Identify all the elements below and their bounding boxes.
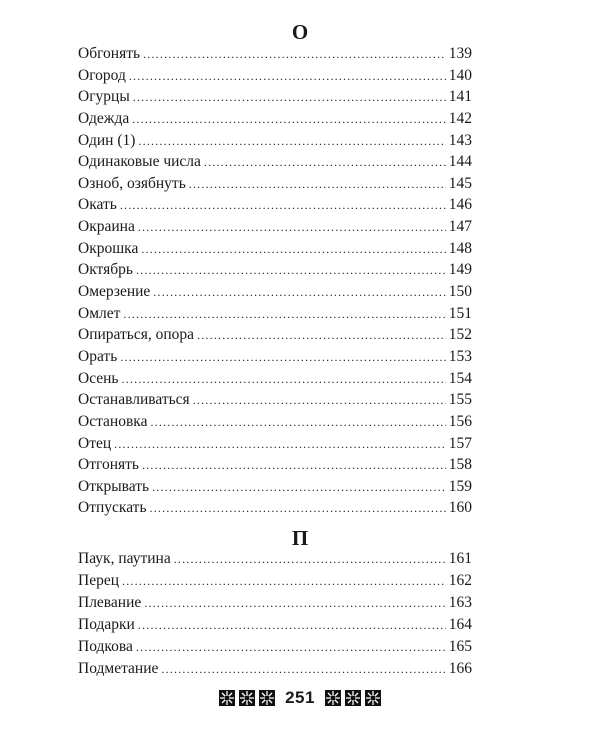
- toc-entry-label: Октябрь: [78, 261, 133, 279]
- toc-entry: [78, 411, 472, 433]
- toc-entry-page: 159: [448, 477, 472, 495]
- dot-leader: [138, 217, 446, 239]
- toc-entry: [78, 476, 472, 498]
- toc-entry-page: 160: [448, 499, 472, 517]
- dot-leader: [132, 109, 446, 131]
- footer-ornament-left: [219, 690, 275, 706]
- toc-entry: [78, 324, 472, 346]
- dot-leader: [138, 614, 446, 636]
- toc-entry-label: Обгонять: [78, 45, 141, 62]
- toc-entry: [78, 108, 472, 130]
- toc-entry-page: 153: [448, 347, 472, 365]
- dot-leader: [123, 304, 445, 326]
- toc-entry-page: 151: [448, 304, 472, 322]
- toc-entry-page: 143: [448, 131, 472, 149]
- dot-leader: [150, 498, 446, 520]
- toc-entry-page: 161: [448, 550, 472, 567]
- toc-entry-page: 144: [448, 153, 472, 171]
- toc-entry: [78, 636, 472, 658]
- toc-entry: [78, 130, 472, 152]
- toc-entry: [78, 216, 472, 238]
- snowflake-ornament-icon: [259, 690, 275, 706]
- dot-leader: [150, 412, 445, 434]
- toc-entry-page: 162: [448, 572, 472, 589]
- dot-leader: [204, 152, 446, 174]
- dot-leader: [141, 239, 445, 261]
- toc-entry-label: Останавливаться: [78, 391, 190, 409]
- toc-entry-label: Отец: [78, 434, 112, 452]
- toc-entry-page: 155: [448, 391, 472, 409]
- snowflake-ornament-icon: [365, 690, 381, 706]
- toc-entry-label: Подарки: [78, 616, 135, 633]
- toc-entry: [78, 65, 472, 87]
- toc-entry: [78, 614, 472, 636]
- toc-entry-label: Орать: [78, 347, 118, 365]
- toc-entry-label: Подкова: [78, 638, 133, 655]
- dot-leader: [189, 174, 446, 196]
- snowflake-ornament-icon: [345, 690, 361, 706]
- dot-leader: [136, 260, 446, 282]
- page-footer: [0, 688, 600, 708]
- dot-leader: [114, 434, 446, 456]
- toc-entry-label: Окраина: [78, 218, 135, 236]
- toc-entry: [78, 281, 472, 303]
- toc-entry-page: 140: [448, 66, 472, 84]
- toc-entry-label: Остановка: [78, 412, 148, 430]
- dot-leader: [152, 477, 446, 499]
- toc-entry: [78, 86, 472, 108]
- dot-leader: [136, 636, 446, 658]
- section-heading-p: П: [291, 526, 309, 550]
- dot-leader: [133, 87, 446, 109]
- toc-entry-page: 157: [448, 434, 472, 452]
- toc-entry-page: 150: [448, 283, 472, 301]
- toc-entry: [78, 151, 472, 173]
- toc-entry-page: 158: [448, 456, 472, 474]
- toc-entry-label: Огурцы: [78, 88, 130, 106]
- toc-entry-label: Плевание: [78, 594, 142, 611]
- toc-entry: [78, 570, 472, 592]
- toc-entry-label: Одежда: [78, 109, 130, 127]
- toc-entry: [78, 259, 472, 281]
- toc-entry: [78, 194, 472, 216]
- toc-entry: [78, 658, 472, 680]
- dot-leader: [174, 548, 446, 570]
- toc-entry-page: 163: [448, 594, 472, 611]
- toc-entry-page: 148: [448, 239, 472, 257]
- dot-leader: [193, 390, 446, 412]
- toc-entry: [78, 454, 472, 476]
- dot-leader: [153, 282, 445, 304]
- toc-entry: [78, 303, 472, 325]
- toc-entry: [78, 592, 472, 614]
- dot-leader: [129, 66, 446, 88]
- toc-entry: [78, 173, 472, 195]
- toc-entry-page: 141: [448, 88, 472, 106]
- toc-entry: [78, 368, 472, 390]
- toc-entry-label: Омерзение: [78, 283, 151, 301]
- toc-entry-page: 152: [448, 326, 472, 344]
- toc-entry-label: Огород: [78, 66, 126, 84]
- dot-leader: [197, 325, 446, 347]
- toc-entry: [78, 346, 472, 368]
- toc-entry-page: 164: [448, 616, 472, 633]
- toc-list-p: [78, 548, 472, 680]
- dot-leader: [120, 347, 445, 369]
- toc-entry-label: Открывать: [78, 477, 150, 495]
- toc-entry-label: Озноб, озябнуть: [78, 174, 186, 192]
- toc-entry-page: 142: [448, 109, 472, 127]
- toc-entry-label: Окрошка: [78, 239, 139, 257]
- toc-entry: [78, 433, 472, 455]
- dot-leader: [122, 369, 446, 391]
- toc-entry-page: 165: [448, 638, 472, 655]
- toc-entry-label: Отгонять: [78, 456, 139, 474]
- toc-entry-page: 154: [448, 369, 472, 387]
- toc-entry: [78, 43, 472, 65]
- dot-leader: [143, 44, 446, 66]
- toc-list-o: [78, 43, 472, 519]
- dot-leader: [138, 131, 445, 153]
- dot-leader: [122, 570, 446, 592]
- dot-leader: [144, 592, 445, 614]
- snowflake-ornament-icon: [325, 690, 341, 706]
- toc-entry-page: 145: [448, 174, 472, 192]
- toc-entry: [78, 389, 472, 411]
- footer-ornament-right: [325, 690, 381, 706]
- toc-entry-page: 156: [448, 412, 472, 430]
- toc-entry-label: Паук, паутина: [78, 550, 171, 567]
- toc-entry-label: Окать: [78, 196, 117, 214]
- toc-entry-label: Перец: [78, 572, 119, 589]
- toc-entry-label: Отпускать: [78, 499, 147, 517]
- dot-leader: [142, 455, 446, 477]
- page-number: 251: [285, 688, 315, 707]
- toc-entry-page: 147: [448, 218, 472, 236]
- toc-entry-label: Один (1): [78, 131, 136, 149]
- section-heading-o: О: [291, 20, 309, 44]
- toc-entry: [78, 548, 472, 570]
- toc-entry-page: 146: [448, 196, 472, 214]
- toc-entry-page: 149: [448, 261, 472, 279]
- dot-leader: [120, 195, 446, 217]
- toc-entry-page: 139: [448, 45, 472, 62]
- toc-entry: [78, 238, 472, 260]
- snowflake-ornament-icon: [239, 690, 255, 706]
- toc-entry-label: Подметание: [78, 660, 159, 677]
- toc-entry-label: Осень: [78, 369, 119, 387]
- dot-leader: [161, 658, 445, 680]
- toc-entry-label: Опираться, опора: [78, 326, 195, 344]
- toc-entry-label: Омлет: [78, 304, 121, 322]
- snowflake-ornament-icon: [219, 690, 235, 706]
- toc-entry-page: 166: [448, 660, 472, 677]
- toc-entry: [78, 497, 472, 519]
- toc-entry-label: Одинаковые числа: [78, 153, 201, 171]
